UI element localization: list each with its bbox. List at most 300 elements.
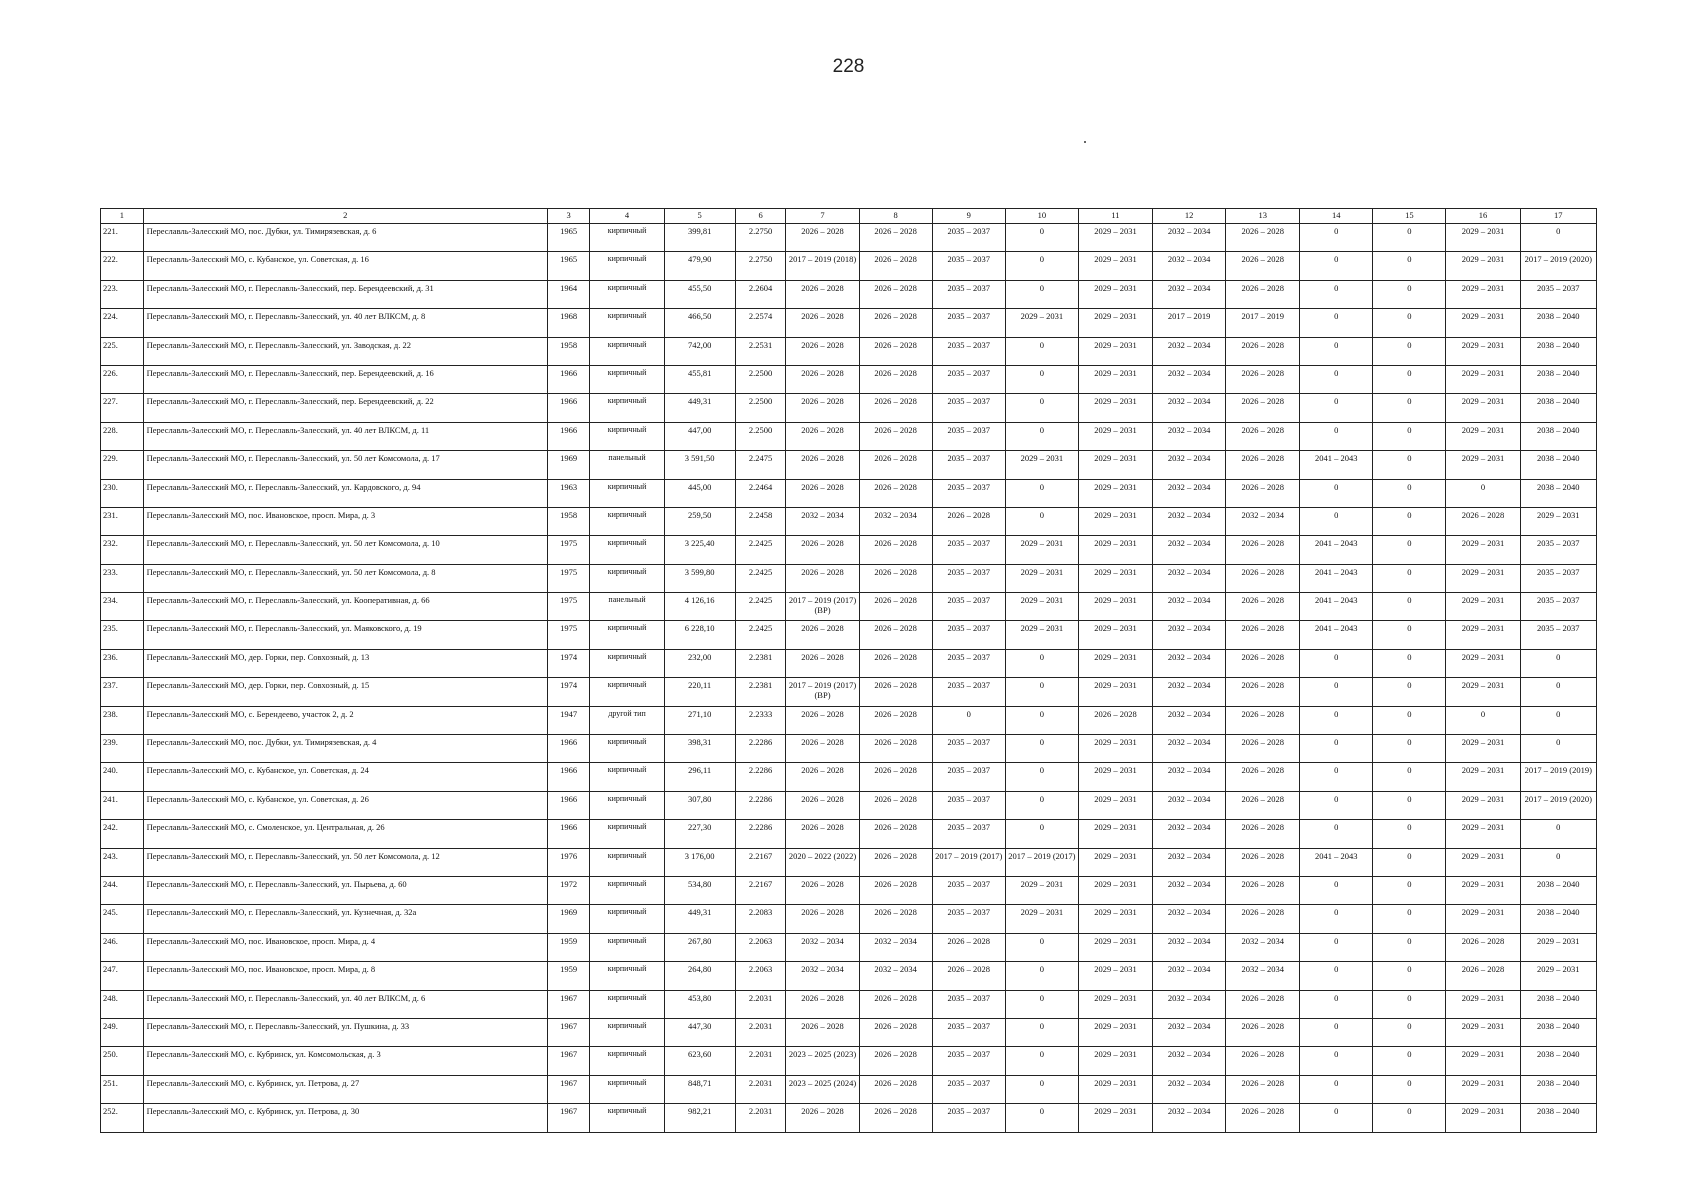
value-cell-col-15: 0 — [1373, 990, 1446, 1018]
value-cell-col-11: 2026 – 2028 — [1078, 706, 1152, 734]
value-cell-col-3: 1947 — [547, 706, 590, 734]
value-cell-col-11: 2029 – 2031 — [1078, 848, 1152, 876]
value-cell-col-16: 2029 – 2031 — [1446, 649, 1520, 677]
row-number: 235. — [101, 621, 144, 649]
value-cell-col-13: 2026 – 2028 — [1226, 365, 1300, 393]
value-cell-col-7: 2026 – 2028 — [786, 649, 859, 677]
scan-speck — [1084, 141, 1086, 143]
table-row — [101, 1018, 1597, 1046]
row-number: 223. — [101, 280, 144, 308]
value-cell-col-6: 2.2475 — [735, 451, 786, 479]
table-row — [101, 820, 1597, 848]
value-cell-col-5: 271,10 — [664, 706, 735, 734]
table-row — [101, 252, 1597, 280]
value-cell-col-17: 2038 – 2040 — [1520, 479, 1596, 507]
value-cell-col-10: 0 — [1005, 280, 1078, 308]
address-cell: Переславль-Залесский МО, г. Переславль-Залесский, ул. Кооперативная, д. 66 — [143, 593, 547, 621]
row-number: 222. — [101, 252, 144, 280]
value-cell-col-6: 2.2286 — [735, 791, 786, 819]
value-cell-col-3: 1972 — [547, 876, 590, 904]
value-cell-col-15: 0 — [1373, 820, 1446, 848]
row-number: 236. — [101, 649, 144, 677]
table-row — [101, 536, 1597, 564]
table-row — [101, 649, 1597, 677]
table-row — [101, 876, 1597, 904]
value-cell-col-16: 2029 – 2031 — [1446, 1075, 1520, 1103]
value-cell-col-11: 2029 – 2031 — [1078, 905, 1152, 933]
value-cell-col-12: 2032 – 2034 — [1153, 1047, 1226, 1075]
value-cell-col-6: 2.2750 — [735, 252, 786, 280]
value-cell-col-9: 2035 – 2037 — [932, 252, 1005, 280]
table-row — [101, 564, 1597, 592]
value-cell-col-9: 2035 – 2037 — [932, 649, 1005, 677]
address-cell: Переславль-Залесский МО, с. Кубанское, ул. Советская, д. 26 — [143, 791, 547, 819]
value-cell-col-11: 2029 – 2031 — [1078, 536, 1152, 564]
value-cell-col-5: 227,30 — [664, 820, 735, 848]
value-cell-col-12: 2032 – 2034 — [1153, 394, 1226, 422]
value-cell-col-8: 2032 – 2034 — [859, 962, 932, 990]
value-cell-col-14: 0 — [1300, 962, 1373, 990]
table-row — [101, 791, 1597, 819]
value-cell-col-10: 0 — [1005, 649, 1078, 677]
wall-material-cell: кирпичный — [590, 820, 664, 848]
value-cell-col-10: 2029 – 2031 — [1005, 564, 1078, 592]
value-cell-col-10: 0 — [1005, 678, 1078, 706]
wall-material-cell: кирпичный — [590, 621, 664, 649]
value-cell-col-15: 0 — [1373, 593, 1446, 621]
value-cell-col-9: 2035 – 2037 — [932, 479, 1005, 507]
value-cell-col-13: 2026 – 2028 — [1226, 763, 1300, 791]
value-cell-col-11: 2029 – 2031 — [1078, 252, 1152, 280]
table-row — [101, 678, 1597, 706]
value-cell-col-5: 259,50 — [664, 507, 735, 535]
wall-material-cell: кирпичный — [590, 224, 664, 252]
value-cell-col-3: 1966 — [547, 365, 590, 393]
value-cell-col-7: 2032 – 2034 — [786, 962, 859, 990]
value-cell-col-9: 2035 – 2037 — [932, 735, 1005, 763]
value-cell-col-17: 2038 – 2040 — [1520, 1104, 1596, 1132]
value-cell-col-9: 2035 – 2037 — [932, 1018, 1005, 1046]
value-cell-col-3: 1958 — [547, 337, 590, 365]
wall-material-cell: кирпичный — [590, 962, 664, 990]
value-cell-col-17: 0 — [1520, 678, 1596, 706]
wall-material-cell: кирпичный — [590, 309, 664, 337]
value-cell-col-14: 0 — [1300, 309, 1373, 337]
column-header-4: 4 — [590, 209, 664, 224]
value-cell-col-7: 2026 – 2028 — [786, 876, 859, 904]
value-cell-col-15: 0 — [1373, 735, 1446, 763]
value-cell-col-3: 1969 — [547, 905, 590, 933]
value-cell-col-16: 2029 – 2031 — [1446, 791, 1520, 819]
address-cell: Переславль-Залесский МО, пос. Дубки, ул. Тимирязевская, д. 6 — [143, 224, 547, 252]
row-number: 246. — [101, 933, 144, 961]
value-cell-col-16: 2029 – 2031 — [1446, 252, 1520, 280]
value-cell-col-12: 2032 – 2034 — [1153, 649, 1226, 677]
column-header-2: 2 — [143, 209, 547, 224]
value-cell-col-9: 2035 – 2037 — [932, 678, 1005, 706]
value-cell-col-3: 1966 — [547, 394, 590, 422]
row-number: 238. — [101, 706, 144, 734]
value-cell-col-9: 0 — [932, 706, 1005, 734]
value-cell-col-14: 2041 – 2043 — [1300, 564, 1373, 592]
value-cell-col-9: 2026 – 2028 — [932, 962, 1005, 990]
wall-material-cell: кирпичный — [590, 536, 664, 564]
value-cell-col-6: 2.2464 — [735, 479, 786, 507]
value-cell-col-9: 2035 – 2037 — [932, 280, 1005, 308]
value-cell-col-5: 264,80 — [664, 962, 735, 990]
value-cell-col-8: 2026 – 2028 — [859, 564, 932, 592]
address-cell: Переславль-Залесский МО, г. Переславль-Залесский, ул. Кардовского, д. 94 — [143, 479, 547, 507]
value-cell-col-9: 2035 – 2037 — [932, 337, 1005, 365]
value-cell-col-16: 2029 – 2031 — [1446, 280, 1520, 308]
column-header-10: 10 — [1005, 209, 1078, 224]
value-cell-col-13: 2026 – 2028 — [1226, 876, 1300, 904]
table-row — [101, 905, 1597, 933]
value-cell-col-12: 2032 – 2034 — [1153, 678, 1226, 706]
value-cell-col-12: 2032 – 2034 — [1153, 1075, 1226, 1103]
wall-material-cell: кирпичный — [590, 394, 664, 422]
value-cell-col-16: 2029 – 2031 — [1446, 1047, 1520, 1075]
value-cell-col-16: 0 — [1446, 706, 1520, 734]
value-cell-col-17: 2035 – 2037 — [1520, 621, 1596, 649]
value-cell-col-9: 2035 – 2037 — [932, 1104, 1005, 1132]
value-cell-col-9: 2017 – 2019 (2017) — [932, 848, 1005, 876]
value-cell-col-10: 0 — [1005, 422, 1078, 450]
value-cell-col-16: 2029 – 2031 — [1446, 735, 1520, 763]
value-cell-col-3: 1975 — [547, 621, 590, 649]
value-cell-col-3: 1966 — [547, 820, 590, 848]
value-cell-col-16: 2029 – 2031 — [1446, 224, 1520, 252]
value-cell-col-16: 2029 – 2031 — [1446, 422, 1520, 450]
value-cell-col-7: 2026 – 2028 — [786, 1018, 859, 1046]
value-cell-col-10: 2029 – 2031 — [1005, 593, 1078, 621]
wall-material-cell: кирпичный — [590, 763, 664, 791]
address-cell: Переславль-Залесский МО, с. Кубринск, ул. Петрова, д. 27 — [143, 1075, 547, 1103]
table-row — [101, 337, 1597, 365]
value-cell-col-5: 220,11 — [664, 678, 735, 706]
value-cell-col-3: 1975 — [547, 593, 590, 621]
table-row — [101, 451, 1597, 479]
value-cell-col-10: 0 — [1005, 1075, 1078, 1103]
wall-material-cell: кирпичный — [590, 337, 664, 365]
value-cell-col-11: 2029 – 2031 — [1078, 280, 1152, 308]
value-cell-col-16: 2029 – 2031 — [1446, 848, 1520, 876]
value-cell-col-13: 2026 – 2028 — [1226, 1047, 1300, 1075]
value-cell-col-6: 2.2167 — [735, 848, 786, 876]
value-cell-col-6: 2.2381 — [735, 649, 786, 677]
value-cell-col-3: 1958 — [547, 507, 590, 535]
value-cell-col-7: 2026 – 2028 — [786, 309, 859, 337]
value-cell-col-7: 2017 – 2019 (2017) (ВР) — [786, 678, 859, 706]
value-cell-col-8: 2026 – 2028 — [859, 280, 932, 308]
value-cell-col-15: 0 — [1373, 1018, 1446, 1046]
value-cell-col-16: 2029 – 2031 — [1446, 905, 1520, 933]
value-cell-col-7: 2026 – 2028 — [786, 621, 859, 649]
value-cell-col-11: 2029 – 2031 — [1078, 451, 1152, 479]
value-cell-col-12: 2032 – 2034 — [1153, 791, 1226, 819]
value-cell-col-10: 0 — [1005, 1018, 1078, 1046]
value-cell-col-3: 1966 — [547, 422, 590, 450]
value-cell-col-7: 2026 – 2028 — [786, 451, 859, 479]
value-cell-col-14: 0 — [1300, 791, 1373, 819]
value-cell-col-15: 0 — [1373, 763, 1446, 791]
value-cell-col-13: 2026 – 2028 — [1226, 593, 1300, 621]
wall-material-cell: кирпичный — [590, 876, 664, 904]
row-number: 243. — [101, 848, 144, 876]
value-cell-col-16: 2029 – 2031 — [1446, 451, 1520, 479]
wall-material-cell: кирпичный — [590, 735, 664, 763]
value-cell-col-11: 2029 – 2031 — [1078, 621, 1152, 649]
value-cell-col-14: 0 — [1300, 820, 1373, 848]
table-row — [101, 706, 1597, 734]
value-cell-col-16: 2029 – 2031 — [1446, 1104, 1520, 1132]
value-cell-col-10: 0 — [1005, 479, 1078, 507]
value-cell-col-13: 2026 – 2028 — [1226, 990, 1300, 1018]
address-cell: Переславль-Залесский МО, г. Переславль-Залесский, ул. Заводская, д. 22 — [143, 337, 547, 365]
value-cell-col-12: 2032 – 2034 — [1153, 422, 1226, 450]
value-cell-col-8: 2026 – 2028 — [859, 678, 932, 706]
value-cell-col-10: 2017 – 2019 (2017) — [1005, 848, 1078, 876]
table-row — [101, 735, 1597, 763]
value-cell-col-5: 982,21 — [664, 1104, 735, 1132]
value-cell-col-10: 0 — [1005, 706, 1078, 734]
row-number: 233. — [101, 564, 144, 592]
value-cell-col-5: 466,50 — [664, 309, 735, 337]
value-cell-col-15: 0 — [1373, 962, 1446, 990]
value-cell-col-10: 0 — [1005, 1104, 1078, 1132]
value-cell-col-11: 2029 – 2031 — [1078, 309, 1152, 337]
address-cell: Переславль-Залесский МО, с. Смоленское, ул. Центральная, д. 26 — [143, 820, 547, 848]
value-cell-col-5: 3 176,00 — [664, 848, 735, 876]
value-cell-col-12: 2032 – 2034 — [1153, 933, 1226, 961]
value-cell-col-13: 2026 – 2028 — [1226, 1018, 1300, 1046]
value-cell-col-15: 0 — [1373, 507, 1446, 535]
value-cell-col-10: 0 — [1005, 962, 1078, 990]
wall-material-cell: кирпичный — [590, 649, 664, 677]
value-cell-col-13: 2026 – 2028 — [1226, 564, 1300, 592]
value-cell-col-10: 2029 – 2031 — [1005, 621, 1078, 649]
value-cell-col-12: 2032 – 2034 — [1153, 593, 1226, 621]
value-cell-col-7: 2026 – 2028 — [786, 791, 859, 819]
wall-material-cell: кирпичный — [590, 1104, 664, 1132]
value-cell-col-6: 2.2286 — [735, 820, 786, 848]
value-cell-col-11: 2029 – 2031 — [1078, 990, 1152, 1018]
value-cell-col-7: 2017 – 2019 (2017) (ВР) — [786, 593, 859, 621]
address-cell: Переславль-Залесский МО, пос. Дубки, ул. Тимирязевская, д. 4 — [143, 735, 547, 763]
value-cell-col-15: 0 — [1373, 1047, 1446, 1075]
table-row — [101, 422, 1597, 450]
column-header-8: 8 — [859, 209, 932, 224]
value-cell-col-8: 2026 – 2028 — [859, 735, 932, 763]
value-cell-col-12: 2032 – 2034 — [1153, 905, 1226, 933]
value-cell-col-14: 0 — [1300, 763, 1373, 791]
value-cell-col-12: 2032 – 2034 — [1153, 224, 1226, 252]
value-cell-col-7: 2026 – 2028 — [786, 820, 859, 848]
value-cell-col-3: 1976 — [547, 848, 590, 876]
value-cell-col-16: 2029 – 2031 — [1446, 337, 1520, 365]
value-cell-col-15: 0 — [1373, 394, 1446, 422]
row-number: 241. — [101, 791, 144, 819]
value-cell-col-12: 2032 – 2034 — [1153, 337, 1226, 365]
value-cell-col-8: 2026 – 2028 — [859, 905, 932, 933]
value-cell-col-10: 0 — [1005, 337, 1078, 365]
value-cell-col-9: 2026 – 2028 — [932, 933, 1005, 961]
value-cell-col-14: 0 — [1300, 649, 1373, 677]
value-cell-col-16: 2029 – 2031 — [1446, 536, 1520, 564]
value-cell-col-16: 2026 – 2028 — [1446, 962, 1520, 990]
value-cell-col-3: 1975 — [547, 564, 590, 592]
column-header-12: 12 — [1153, 209, 1226, 224]
wall-material-cell: кирпичный — [590, 507, 664, 535]
value-cell-col-15: 0 — [1373, 451, 1446, 479]
value-cell-col-17: 0 — [1520, 224, 1596, 252]
value-cell-col-5: 453,80 — [664, 990, 735, 1018]
value-cell-col-14: 0 — [1300, 1018, 1373, 1046]
value-cell-col-11: 2029 – 2031 — [1078, 593, 1152, 621]
value-cell-col-17: 2038 – 2040 — [1520, 337, 1596, 365]
value-cell-col-8: 2026 – 2028 — [859, 365, 932, 393]
value-cell-col-5: 447,30 — [664, 1018, 735, 1046]
value-cell-col-16: 2029 – 2031 — [1446, 564, 1520, 592]
value-cell-col-15: 0 — [1373, 252, 1446, 280]
value-cell-col-11: 2029 – 2031 — [1078, 1104, 1152, 1132]
value-cell-col-5: 445,00 — [664, 479, 735, 507]
value-cell-col-14: 0 — [1300, 337, 1373, 365]
value-cell-col-6: 2.2574 — [735, 309, 786, 337]
value-cell-col-11: 2029 – 2031 — [1078, 1047, 1152, 1075]
row-number: 232. — [101, 536, 144, 564]
value-cell-col-17: 2035 – 2037 — [1520, 593, 1596, 621]
value-cell-col-6: 2.2333 — [735, 706, 786, 734]
value-cell-col-17: 2038 – 2040 — [1520, 422, 1596, 450]
value-cell-col-3: 1967 — [547, 1047, 590, 1075]
value-cell-col-14: 0 — [1300, 507, 1373, 535]
value-cell-col-6: 2.2031 — [735, 1075, 786, 1103]
table-row — [101, 962, 1597, 990]
value-cell-col-12: 2032 – 2034 — [1153, 621, 1226, 649]
value-cell-col-3: 1959 — [547, 933, 590, 961]
value-cell-col-14: 2041 – 2043 — [1300, 593, 1373, 621]
value-cell-col-14: 0 — [1300, 1075, 1373, 1103]
value-cell-col-13: 2026 – 2028 — [1226, 479, 1300, 507]
value-cell-col-8: 2026 – 2028 — [859, 1104, 932, 1132]
value-cell-col-6: 2.2031 — [735, 1104, 786, 1132]
value-cell-col-9: 2035 – 2037 — [932, 422, 1005, 450]
value-cell-col-13: 2017 – 2019 — [1226, 309, 1300, 337]
value-cell-col-5: 848,71 — [664, 1075, 735, 1103]
value-cell-col-11: 2029 – 2031 — [1078, 820, 1152, 848]
value-cell-col-9: 2035 – 2037 — [932, 309, 1005, 337]
value-cell-col-16: 2029 – 2031 — [1446, 394, 1520, 422]
value-cell-col-3: 1969 — [547, 451, 590, 479]
value-cell-col-5: 455,81 — [664, 365, 735, 393]
value-cell-col-8: 2026 – 2028 — [859, 1018, 932, 1046]
value-cell-col-6: 2.2425 — [735, 564, 786, 592]
value-cell-col-6: 2.2286 — [735, 735, 786, 763]
value-cell-col-12: 2032 – 2034 — [1153, 1018, 1226, 1046]
wall-material-cell: кирпичный — [590, 252, 664, 280]
value-cell-col-8: 2026 – 2028 — [859, 649, 932, 677]
value-cell-col-11: 2029 – 2031 — [1078, 337, 1152, 365]
wall-material-cell: кирпичный — [590, 990, 664, 1018]
address-cell: Переславль-Залесский МО, г. Переславль-Залесский, ул. Кузнечная, д. 32а — [143, 905, 547, 933]
value-cell-col-13: 2026 – 2028 — [1226, 422, 1300, 450]
value-cell-col-5: 307,80 — [664, 791, 735, 819]
value-cell-col-15: 0 — [1373, 280, 1446, 308]
value-cell-col-8: 2026 – 2028 — [859, 1047, 932, 1075]
address-cell: Переславль-Залесский МО, г. Переславль-Залесский, ул. 50 лет Комсомола, д. 17 — [143, 451, 547, 479]
value-cell-col-8: 2026 – 2028 — [859, 252, 932, 280]
table-row — [101, 1075, 1597, 1103]
table-header-row — [101, 209, 1597, 224]
value-cell-col-6: 2.2063 — [735, 962, 786, 990]
value-cell-col-14: 0 — [1300, 933, 1373, 961]
row-number: 228. — [101, 422, 144, 450]
value-cell-col-17: 0 — [1520, 706, 1596, 734]
value-cell-col-15: 0 — [1373, 422, 1446, 450]
value-cell-col-11: 2029 – 2031 — [1078, 422, 1152, 450]
value-cell-col-3: 1964 — [547, 280, 590, 308]
value-cell-col-12: 2032 – 2034 — [1153, 706, 1226, 734]
value-cell-col-3: 1965 — [547, 252, 590, 280]
value-cell-col-9: 2035 – 2037 — [932, 621, 1005, 649]
table-row — [101, 507, 1597, 535]
value-cell-col-5: 296,11 — [664, 763, 735, 791]
value-cell-col-9: 2026 – 2028 — [932, 507, 1005, 535]
value-cell-col-8: 2032 – 2034 — [859, 507, 932, 535]
value-cell-col-12: 2032 – 2034 — [1153, 280, 1226, 308]
value-cell-col-14: 0 — [1300, 252, 1373, 280]
value-cell-col-5: 3 591,50 — [664, 451, 735, 479]
row-number: 251. — [101, 1075, 144, 1103]
value-cell-col-17: 2035 – 2037 — [1520, 280, 1596, 308]
value-cell-col-15: 0 — [1373, 337, 1446, 365]
column-header-17: 17 — [1520, 209, 1596, 224]
value-cell-col-8: 2026 – 2028 — [859, 309, 932, 337]
wall-material-cell: кирпичный — [590, 933, 664, 961]
value-cell-col-11: 2029 – 2031 — [1078, 1075, 1152, 1103]
value-cell-col-14: 0 — [1300, 1104, 1373, 1132]
value-cell-col-14: 0 — [1300, 706, 1373, 734]
wall-material-cell: кирпичный — [590, 791, 664, 819]
value-cell-col-12: 2032 – 2034 — [1153, 536, 1226, 564]
value-cell-col-13: 2026 – 2028 — [1226, 848, 1300, 876]
value-cell-col-14: 2041 – 2043 — [1300, 451, 1373, 479]
value-cell-col-16: 2029 – 2031 — [1446, 621, 1520, 649]
value-cell-col-5: 742,00 — [664, 337, 735, 365]
wall-material-cell: панельный — [590, 593, 664, 621]
value-cell-col-13: 2026 – 2028 — [1226, 224, 1300, 252]
value-cell-col-8: 2026 – 2028 — [859, 422, 932, 450]
address-cell: Переславль-Залесский МО, дер. Горки, пер. Совхозный, д. 13 — [143, 649, 547, 677]
value-cell-col-13: 2026 – 2028 — [1226, 280, 1300, 308]
value-cell-col-10: 0 — [1005, 791, 1078, 819]
address-cell: Переславль-Залесский МО, пос. Ивановское, просп. Мира, д. 4 — [143, 933, 547, 961]
value-cell-col-11: 2029 – 2031 — [1078, 507, 1152, 535]
value-cell-col-7: 2026 – 2028 — [786, 337, 859, 365]
value-cell-col-16: 2029 – 2031 — [1446, 593, 1520, 621]
value-cell-col-17: 2029 – 2031 — [1520, 962, 1596, 990]
address-cell: Переславль-Залесский МО, с. Берендеево, участок 2, д. 2 — [143, 706, 547, 734]
row-number: 237. — [101, 678, 144, 706]
row-number: 240. — [101, 763, 144, 791]
value-cell-col-7: 2023 – 2025 (2023) — [786, 1047, 859, 1075]
value-cell-col-3: 1975 — [547, 536, 590, 564]
value-cell-col-17: 2038 – 2040 — [1520, 1018, 1596, 1046]
value-cell-col-12: 2017 – 2019 — [1153, 309, 1226, 337]
value-cell-col-9: 2035 – 2037 — [932, 394, 1005, 422]
value-cell-col-14: 0 — [1300, 422, 1373, 450]
